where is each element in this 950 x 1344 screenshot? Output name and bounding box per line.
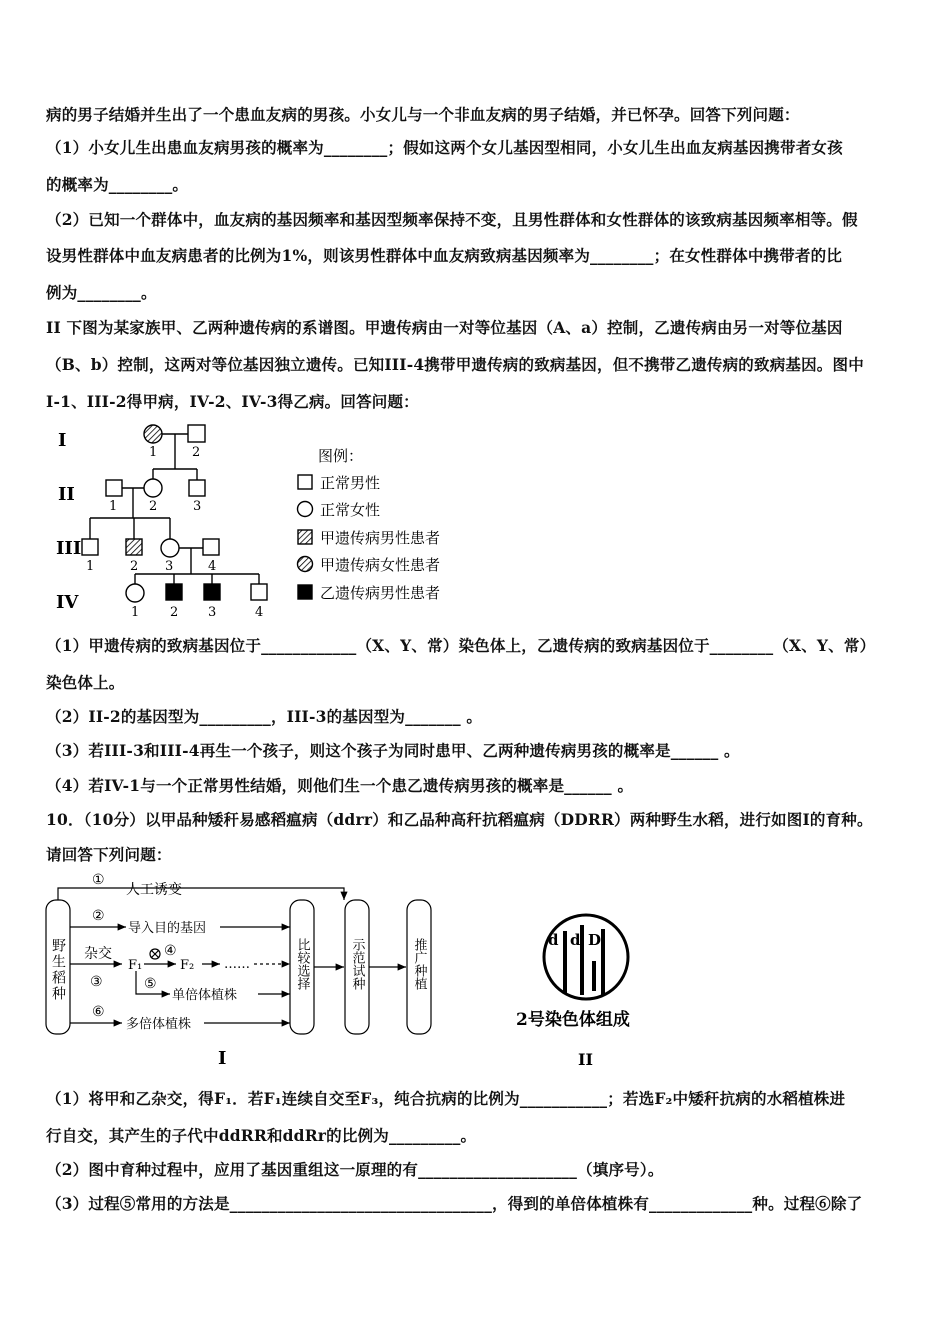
II-3-normal-male [189,480,205,496]
gen-label-IV: IV [56,592,79,613]
breeding-figure [44,870,444,1070]
I-2-normal-male [188,425,205,442]
III-2-affected-male-a [126,539,142,555]
compare-select-label: 比较选择 [294,938,310,990]
text-line-1: 病的男子结婚并生出了一个患血友病的男孩。小女儿与一个非血友病的男子结婚，并已怀孕。回答下列问题： [46,105,800,124]
step-2: ② [92,908,105,924]
step-5: ⑤ [144,976,157,992]
text-line-8: （B、b）控制，这两对等位基因独立遗传。已知III-4携带甲遗传病的致病基因，但不携带乙遗传病的致病基因。图中 [46,355,864,374]
ellipsis: …… [224,957,250,972]
IV-1-normal-female [126,584,144,602]
chromosome-caption: 2号染色体组成 [516,1010,630,1030]
text-line-9: I-1、III-2得甲病，IV-2、IV-3得乙病。回答问题： [46,392,419,411]
text-line-17: （1）将甲和乙杂交，得F₁．若F₁连续自交至F₃，纯合抗病的比例为___________；若选F₂中矮秆抗病的水稻植株进 [46,1089,846,1108]
text-line-19: （2）图中育种过程中，应用了基因重组这一原理的有____________________（填序号）。 [46,1160,664,1179]
gene-D: D [588,931,602,949]
legend-normal-male-symbol [298,475,312,489]
legend-title: 图例： [318,447,364,465]
text-line-14: （4）若IV-1与一个正常男性结婚，则他们生一个患乙遗传病男孩的概率是______ 。 [46,776,634,795]
cross-label: 杂交 [84,946,112,962]
num-II-2: 2 [149,499,158,514]
gen-label-II: II [58,484,75,505]
text-line-18: 行自交，其产生的子代中ddRR和ddRr的比例为_________。 [46,1126,477,1145]
wild-rice-label: 野生稻种 [50,938,66,1002]
num-III-1: 1 [86,559,95,574]
haploid-label: 单倍体植株 [172,988,238,1003]
text-line-5: 设男性群体中血友病患者的比例为1%，则该男性群体中血友病致病基因频率为________；在女性群体中携带者的比 [46,246,843,265]
text-line-2: （1）小女儿生出患血友病男孩的概率为________；假如这两个女儿基因型相同，小女儿生出血友病基因携带者女孩 [46,138,843,157]
num-III-4: 4 [208,559,217,574]
text-line-20: （3）过程⑤常用的方法是_________________________________，得到的单倍体植株有_____________种。过程⑥除了 [46,1194,863,1213]
num-IV-2: 2 [170,605,179,620]
num-II-3: 3 [193,499,202,514]
gene-label: 导入目的基因 [128,921,207,936]
text-line-6: 例为________。 [46,283,157,302]
text-line-11: 染色体上。 [46,673,125,692]
chromosome-figure [508,905,658,1075]
III-4-normal-male [203,539,219,555]
demo-trial-label: 示范试种 [349,938,365,990]
legend-b-male: 乙遗传病男性患者 [320,584,441,602]
pedigree-figure [46,418,486,623]
num-IV-3: 3 [208,605,217,620]
IV-4-normal-male [251,584,267,600]
step-4: ④ [164,943,177,959]
legend-normal-male: 正常男性 [320,474,381,492]
legend-a-male: 甲遗传病男性患者 [320,529,441,547]
f1-label: F₁ [128,958,143,973]
legend-b-male-symbol [298,585,312,599]
figure-II-label: II [578,1050,593,1069]
text-line-15: 10．（10分）以甲品种矮秆易感稻瘟病（ddrr）和乙品种高秆抗稻瘟病（DDRR）两种野生水稻，进行如图I的育种。 [46,810,873,829]
text-line-13: （3）若III-3和III-4再生一个孩子，则这个孩子为同时患甲、乙两种遗传病男孩的概率是______ 。 [46,741,740,760]
num-IV-1: 1 [131,605,140,620]
text-line-7: II 下图为某家族甲、乙两种遗传病的系谱图。甲遗传病由一对等位基因（A、a）控制，乙遗传病由另一对等位基因 [46,318,843,337]
step-6: ⑥ [92,1004,105,1020]
figure-I-label: I [218,1048,227,1069]
text-line-10: （1）甲遗传病的致病基因位于____________（X、Y、常）染色体上，乙遗传病的致病基因位于________（X、Y、常） [46,636,876,655]
text-line-16: 请回答下列问题： [46,845,172,864]
legend-a-female-symbol [298,557,313,572]
III-3-normal-female [161,539,179,557]
mutation-label: 人工诱变 [126,882,182,898]
I-1-affected-female-a [144,425,162,443]
num-I-2: 2 [192,445,201,460]
num-III-3: 3 [165,559,174,574]
text-line-12: （2）II-2的基因型为_________，III-3的基因型为_______ 。 [46,707,483,726]
legend-normal-female: 正常女性 [320,501,381,519]
promote-label: 推广种植 [411,938,427,990]
polyploid-label: 多倍体植株 [126,1017,192,1032]
num-II-1: 1 [109,499,118,514]
II-2-normal-female [144,479,162,497]
IV-2-affected-male-b [166,584,182,600]
II-1-normal-male [106,480,122,496]
IV-3-affected-male-b [204,584,220,600]
legend-normal-female-symbol [298,502,313,517]
num-I-1: 1 [149,445,158,460]
text-line-3: 的概率为________。 [46,175,189,194]
gene-d-2: d [570,931,581,949]
gene-d-1: d [548,931,559,949]
text-line-4: （2）已知一个群体中，血友病的基因频率和基因型频率保持不变，且男性群体和女性群体的该致病基因频率相等。假 [46,210,858,229]
gen-label-III: III [56,538,82,559]
step-3: ③ [90,974,103,990]
gen-label-I: I [58,430,67,451]
num-III-2: 2 [130,559,139,574]
step-1: ① [92,872,105,888]
f2-label: F₂ [180,958,195,973]
legend-a-male-symbol [298,530,312,544]
III-1-normal-male [82,539,98,555]
num-IV-4: 4 [255,605,264,620]
legend-a-female: 甲遗传病女性患者 [320,556,441,574]
